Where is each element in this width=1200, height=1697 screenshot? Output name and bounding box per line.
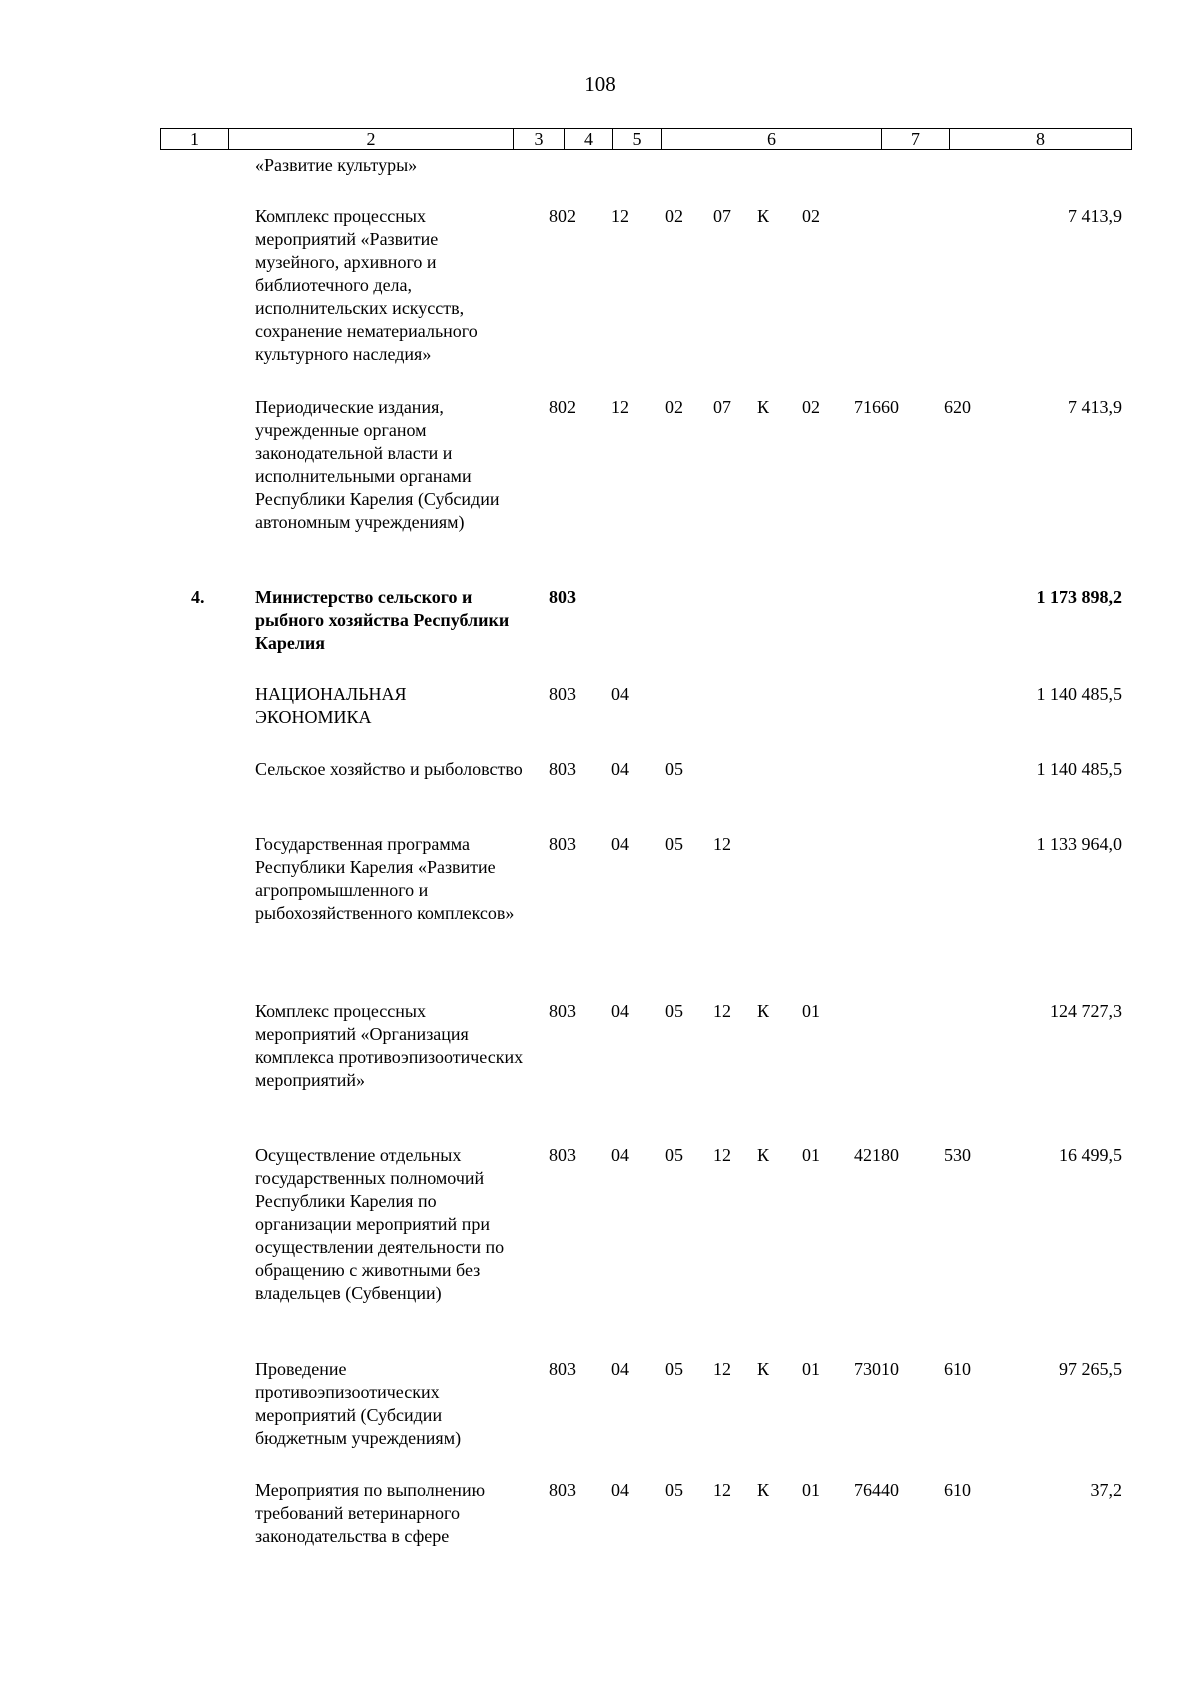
cell-c6a: 12 bbox=[713, 1359, 731, 1379]
cell-c5: 05 bbox=[665, 1001, 683, 1021]
cell-name: «Развитие культуры» bbox=[255, 155, 418, 175]
header-col-1: 1 bbox=[190, 129, 199, 149]
header-col-7: 7 bbox=[881, 129, 949, 149]
cell-c5: 05 bbox=[665, 1145, 683, 1165]
cell-c6d: 73010 bbox=[854, 1359, 899, 1379]
cell-c4: 04 bbox=[611, 684, 629, 704]
cell-c4: 12 bbox=[611, 206, 629, 226]
cell-c6a: 12 bbox=[713, 1001, 731, 1021]
cell-c6a: 07 bbox=[713, 206, 731, 226]
cell-c4: 04 bbox=[611, 1480, 629, 1500]
cell-name: Мероприятия по выполнению требований ветеринарного законодательства в сфере bbox=[255, 1480, 486, 1546]
cell-c8: 7 413,9 bbox=[1068, 397, 1122, 417]
header-col-3: 3 bbox=[513, 129, 564, 149]
cell-c8: 7 413,9 bbox=[1068, 206, 1122, 226]
cell-c8: 1 140 485,5 bbox=[1036, 684, 1122, 704]
cell-c6a: 12 bbox=[713, 1480, 731, 1500]
cell-name: Комплекс процессных мероприятий «Развитие музейного, архивного и библиотечного дела, исполнительских искусств, сохранение нематериального культурного наследия» bbox=[255, 206, 478, 364]
cell-c3: 803 bbox=[549, 684, 576, 704]
cell-c3: 803 bbox=[549, 1359, 576, 1379]
page-number: 108 bbox=[584, 72, 616, 96]
cell-name: Периодические издания, учрежденные органом законодательной власти и исполнительными органами Республики Карелия (Субсидии автономным учреждениям) bbox=[255, 397, 500, 532]
header-col-2: 2 bbox=[228, 129, 513, 149]
header-col-6: 6 bbox=[661, 129, 881, 149]
cell-c8: 1 173 898,2 bbox=[1036, 587, 1122, 607]
cell-c6b: К bbox=[757, 1480, 770, 1500]
cell-c3: 802 bbox=[549, 397, 576, 417]
cell-c4: 04 bbox=[611, 834, 629, 854]
cell-c6d: 71660 bbox=[854, 397, 899, 417]
cell-c3: 802 bbox=[549, 206, 576, 226]
cell-c6b: К bbox=[757, 397, 770, 417]
cell-c6d: 76440 bbox=[854, 1480, 899, 1500]
cell-name: Проведение противоэпизоотических мероприятий (Субсидии бюджетным учреждениям) bbox=[255, 1359, 462, 1448]
cell-name: Комплекс процессных мероприятий «Организация комплекса противоэпизоотических мероприятий» bbox=[255, 1001, 524, 1090]
cell-c3: 803 bbox=[549, 834, 576, 854]
cell-c5: 05 bbox=[665, 834, 683, 854]
cell-c3: 803 bbox=[549, 759, 576, 779]
cell-c8: 37,2 bbox=[1090, 1480, 1122, 1500]
cell-c7: 610 bbox=[944, 1480, 971, 1500]
cell-c5: 05 bbox=[665, 1359, 683, 1379]
cell-c6c: 02 bbox=[802, 397, 820, 417]
cell-c4: 04 bbox=[611, 1001, 629, 1021]
cell-c3: 803 bbox=[549, 1145, 576, 1165]
header-col-8: 8 bbox=[949, 129, 1131, 149]
cell-c6b: К bbox=[757, 206, 770, 226]
cell-c5: 02 bbox=[665, 206, 683, 226]
cell-c6b: К bbox=[757, 1359, 770, 1379]
header-col-4: 4 bbox=[564, 129, 612, 149]
cell-name: Государственная программа Республики Карелия «Развитие агропромышленного и рыбохозяйственного комплексов» bbox=[255, 834, 515, 923]
cell-c7: 610 bbox=[944, 1359, 971, 1379]
cell-name: Осуществление отдельных государственных полномочий Республики Карелия по организации мероприятий при осуществлении деятельности по обращению с животными без владельцев (Субвенции) bbox=[255, 1145, 505, 1303]
cell-num: 4. bbox=[191, 587, 205, 607]
table-header bbox=[160, 128, 1132, 150]
cell-name: Министерство сельского и рыбного хозяйства Республики Карелия bbox=[255, 587, 510, 653]
header-col-5: 5 bbox=[612, 129, 661, 149]
cell-c7: 620 bbox=[944, 397, 971, 417]
cell-c6b: К bbox=[757, 1001, 770, 1021]
cell-c6a: 07 bbox=[713, 397, 731, 417]
cell-c4: 04 bbox=[611, 1145, 629, 1165]
cell-c5: 05 bbox=[665, 1480, 683, 1500]
cell-c6c: 01 bbox=[802, 1480, 820, 1500]
cell-name: Сельское хозяйство и рыболовство bbox=[255, 759, 523, 779]
cell-name: НАЦИОНАЛЬНАЯ ЭКОНОМИКА bbox=[255, 684, 407, 727]
cell-c6c: 01 bbox=[802, 1145, 820, 1165]
cell-c7: 530 bbox=[944, 1145, 971, 1165]
cell-c3: 803 bbox=[549, 1480, 576, 1500]
cell-c4: 12 bbox=[611, 397, 629, 417]
cell-c8: 124 727,3 bbox=[1050, 1001, 1122, 1021]
cell-c8: 1 140 485,5 bbox=[1036, 759, 1122, 779]
cell-c4: 04 bbox=[611, 759, 629, 779]
cell-c4: 04 bbox=[611, 1359, 629, 1379]
cell-c8: 1 133 964,0 bbox=[1036, 834, 1122, 854]
cell-c6c: 02 bbox=[802, 206, 820, 226]
cell-c3: 803 bbox=[549, 1001, 576, 1021]
cell-c5: 02 bbox=[665, 397, 683, 417]
cell-c6d: 42180 bbox=[854, 1145, 899, 1165]
cell-c6c: 01 bbox=[802, 1001, 820, 1021]
cell-c6b: К bbox=[757, 1145, 770, 1165]
cell-c5: 05 bbox=[665, 759, 683, 779]
cell-c6a: 12 bbox=[713, 834, 731, 854]
cell-c3: 803 bbox=[549, 587, 576, 607]
cell-c8: 16 499,5 bbox=[1059, 1145, 1122, 1165]
cell-c8: 97 265,5 bbox=[1059, 1359, 1122, 1379]
cell-c6c: 01 bbox=[802, 1359, 820, 1379]
cell-c6a: 12 bbox=[713, 1145, 731, 1165]
